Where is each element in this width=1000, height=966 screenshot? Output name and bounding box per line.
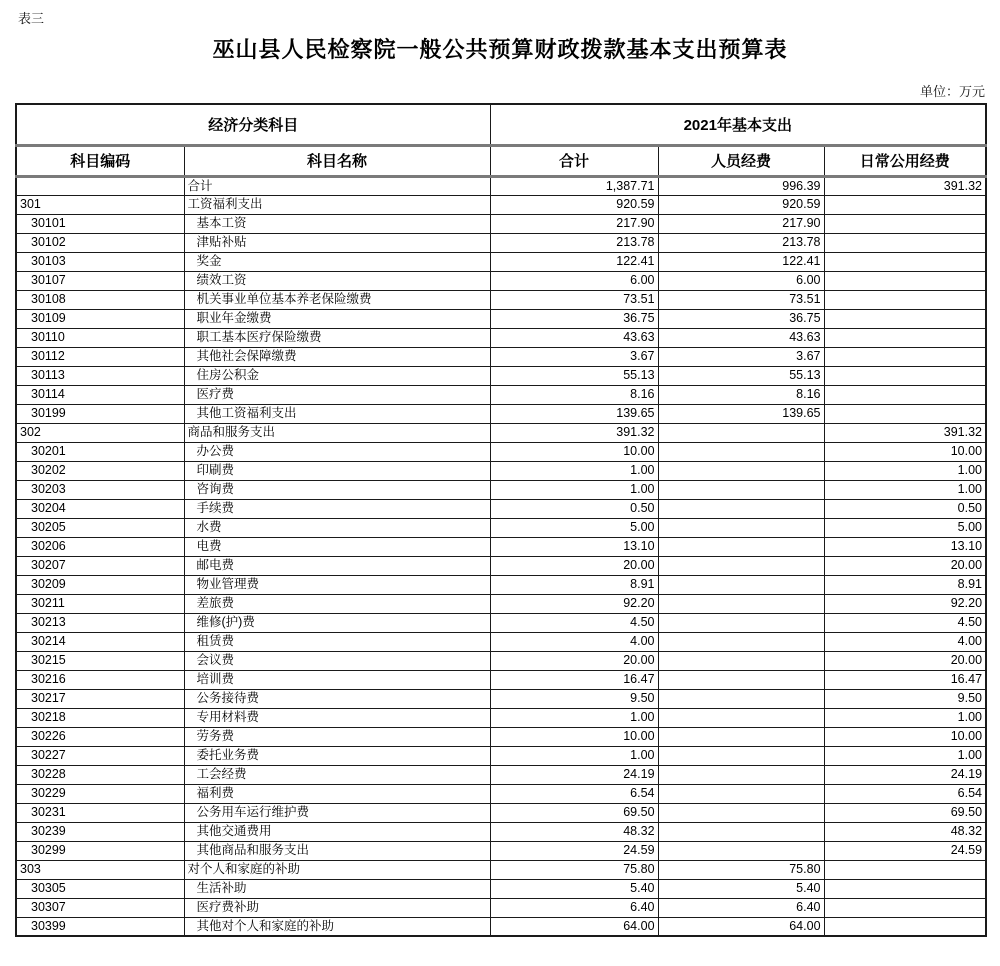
cell-daily-public-expense: [824, 917, 986, 936]
cell-subject-code: 30299: [16, 841, 184, 860]
table-row: [16, 442, 986, 461]
cell-total: 24.19: [490, 765, 658, 784]
table-row: [16, 765, 986, 784]
table-row: [16, 404, 986, 423]
table-body: [16, 176, 986, 936]
cell-daily-public-expense: 20.00: [824, 651, 986, 670]
cell-subject-code: 30226: [16, 727, 184, 746]
table-row: [16, 423, 986, 442]
cell-personnel-expense: 8.16: [658, 385, 824, 404]
cell-total: 1.00: [490, 480, 658, 499]
cell-subject-code: 30204: [16, 499, 184, 518]
cell-subject-code: 302: [16, 423, 184, 442]
cell-subject-name: 专用材料费: [184, 708, 490, 727]
cell-subject-code: 30206: [16, 537, 184, 556]
cell-subject-name: 商品和服务支出: [184, 423, 490, 442]
cell-total: 4.50: [490, 613, 658, 632]
cell-total: 6.40: [490, 898, 658, 917]
header-daily-public-expense: 日常公用经费: [824, 145, 986, 176]
cell-personnel-expense: [658, 784, 824, 803]
table-row: [16, 689, 986, 708]
cell-personnel-expense: [658, 822, 824, 841]
cell-subject-name: 公务用车运行维护费: [184, 803, 490, 822]
header-columns-row: [16, 145, 986, 176]
cell-subject-name: 福利费: [184, 784, 490, 803]
cell-personnel-expense: [658, 518, 824, 537]
table-row: [16, 366, 986, 385]
cell-daily-public-expense: 10.00: [824, 442, 986, 461]
cell-subject-name: 咨询费: [184, 480, 490, 499]
cell-total: 5.40: [490, 879, 658, 898]
table-row: [16, 271, 986, 290]
table-row: [16, 347, 986, 366]
header-total: 合计: [490, 145, 658, 176]
cell-daily-public-expense: [824, 404, 986, 423]
cell-subject-name: 对个人和家庭的补助: [184, 860, 490, 879]
cell-personnel-expense: [658, 461, 824, 480]
cell-daily-public-expense: 48.32: [824, 822, 986, 841]
cell-personnel-expense: [658, 689, 824, 708]
header-subject-name: 科目名称: [184, 145, 490, 176]
cell-subject-code: 30399: [16, 917, 184, 936]
cell-daily-public-expense: 1.00: [824, 746, 986, 765]
cell-subject-code: 30113: [16, 366, 184, 385]
cell-total: 69.50: [490, 803, 658, 822]
cell-personnel-expense: 920.59: [658, 195, 824, 214]
cell-subject-code: 30305: [16, 879, 184, 898]
cell-total: 6.54: [490, 784, 658, 803]
cell-subject-code: 30202: [16, 461, 184, 480]
table-row: [16, 632, 986, 651]
cell-total: 43.63: [490, 328, 658, 347]
cell-daily-public-expense: [824, 860, 986, 879]
cell-subject-code: 30112: [16, 347, 184, 366]
cell-subject-code: 30213: [16, 613, 184, 632]
cell-subject-name: 住房公积金: [184, 366, 490, 385]
table-row: [16, 518, 986, 537]
cell-personnel-expense: 122.41: [658, 252, 824, 271]
cell-personnel-expense: [658, 594, 824, 613]
table-row: [16, 252, 986, 271]
table-row: [16, 746, 986, 765]
table-row: [16, 841, 986, 860]
table-row: [16, 195, 986, 214]
cell-subject-name: 机关事业单位基本养老保险缴费: [184, 290, 490, 309]
cell-daily-public-expense: 1.00: [824, 480, 986, 499]
header-economic-classification: 经济分类科目: [16, 104, 490, 145]
cell-total: 8.16: [490, 385, 658, 404]
table-header: [16, 104, 986, 176]
cell-personnel-expense: [658, 442, 824, 461]
cell-daily-public-expense: 1.00: [824, 708, 986, 727]
cell-subject-code: 30108: [16, 290, 184, 309]
cell-total: 20.00: [490, 556, 658, 575]
cell-subject-name: 培训费: [184, 670, 490, 689]
table-row: [16, 499, 986, 518]
cell-personnel-expense: [658, 613, 824, 632]
cell-subject-code: 30209: [16, 575, 184, 594]
cell-subject-name: 其他对个人和家庭的补助: [184, 917, 490, 936]
cell-total: 10.00: [490, 442, 658, 461]
cell-total: 4.00: [490, 632, 658, 651]
cell-subject-name: 维修(护)费: [184, 613, 490, 632]
cell-personnel-expense: [658, 537, 824, 556]
cell-total: 10.00: [490, 727, 658, 746]
table-row: [16, 727, 986, 746]
cell-subject-name: 公务接待费: [184, 689, 490, 708]
cell-daily-public-expense: [824, 271, 986, 290]
header-2021-basic-expenditure: 2021年基本支出: [490, 104, 986, 145]
cell-subject-name: 其他社会保障缴费: [184, 347, 490, 366]
cell-daily-public-expense: 16.47: [824, 670, 986, 689]
cell-personnel-expense: 6.00: [658, 271, 824, 290]
cell-subject-name: 津贴补贴: [184, 233, 490, 252]
cell-total: 75.80: [490, 860, 658, 879]
cell-daily-public-expense: 0.50: [824, 499, 986, 518]
cell-subject-name: 印刷费: [184, 461, 490, 480]
cell-daily-public-expense: 6.54: [824, 784, 986, 803]
cell-subject-code: 30110: [16, 328, 184, 347]
cell-total: 92.20: [490, 594, 658, 613]
cell-subject-name: 劳务费: [184, 727, 490, 746]
cell-subject-name: 办公费: [184, 442, 490, 461]
cell-total: 13.10: [490, 537, 658, 556]
cell-total: 24.59: [490, 841, 658, 860]
cell-subject-code: 30207: [16, 556, 184, 575]
cell-total: 55.13: [490, 366, 658, 385]
cell-total: 6.00: [490, 271, 658, 290]
cell-subject-code: 30114: [16, 385, 184, 404]
cell-personnel-expense: 64.00: [658, 917, 824, 936]
cell-subject-code: 30107: [16, 271, 184, 290]
cell-daily-public-expense: [824, 195, 986, 214]
cell-personnel-expense: [658, 651, 824, 670]
table-row: [16, 176, 986, 195]
table-row: [16, 309, 986, 328]
cell-personnel-expense: [658, 727, 824, 746]
table-row: [16, 575, 986, 594]
cell-personnel-expense: 43.63: [658, 328, 824, 347]
cell-subject-code: 30229: [16, 784, 184, 803]
table-row: [16, 537, 986, 556]
cell-subject-name: 租赁费: [184, 632, 490, 651]
cell-personnel-expense: 3.67: [658, 347, 824, 366]
table-row: [16, 670, 986, 689]
cell-daily-public-expense: [824, 347, 986, 366]
cell-subject-code: 30205: [16, 518, 184, 537]
cell-subject-name: 委托业务费: [184, 746, 490, 765]
cell-subject-name: 职工基本医疗保险缴费: [184, 328, 490, 347]
cell-subject-code: 30215: [16, 651, 184, 670]
cell-subject-name: 合计: [184, 176, 490, 195]
cell-subject-name: 工资福利支出: [184, 195, 490, 214]
cell-subject-code: 30231: [16, 803, 184, 822]
cell-total: 139.65: [490, 404, 658, 423]
cell-subject-code: 30103: [16, 252, 184, 271]
budget-table: [15, 103, 987, 937]
cell-daily-public-expense: 4.50: [824, 613, 986, 632]
cell-daily-public-expense: 5.00: [824, 518, 986, 537]
cell-total: 122.41: [490, 252, 658, 271]
cell-daily-public-expense: [824, 290, 986, 309]
cell-subject-code: 30201: [16, 442, 184, 461]
cell-subject-name: 差旅费: [184, 594, 490, 613]
cell-total: 3.67: [490, 347, 658, 366]
table-row: [16, 860, 986, 879]
header-subject-code: 科目编码: [16, 145, 184, 176]
cell-daily-public-expense: [824, 309, 986, 328]
cell-total: 391.32: [490, 423, 658, 442]
cell-personnel-expense: [658, 575, 824, 594]
cell-subject-name: 物业管理费: [184, 575, 490, 594]
cell-daily-public-expense: [824, 328, 986, 347]
cell-total: 9.50: [490, 689, 658, 708]
cell-subject-name: 手续费: [184, 499, 490, 518]
cell-subject-name: 水费: [184, 518, 490, 537]
cell-personnel-expense: 217.90: [658, 214, 824, 233]
cell-subject-code: 30307: [16, 898, 184, 917]
cell-personnel-expense: 213.78: [658, 233, 824, 252]
cell-subject-code: 30199: [16, 404, 184, 423]
cell-total: 920.59: [490, 195, 658, 214]
cell-daily-public-expense: 391.32: [824, 176, 986, 195]
table-row: [16, 708, 986, 727]
cell-subject-code: 301: [16, 195, 184, 214]
cell-subject-name: 医疗费: [184, 385, 490, 404]
cell-daily-public-expense: 24.59: [824, 841, 986, 860]
cell-personnel-expense: [658, 765, 824, 784]
cell-subject-name: 职业年金缴费: [184, 309, 490, 328]
table-row: [16, 898, 986, 917]
cell-daily-public-expense: 92.20: [824, 594, 986, 613]
sheet-label: 表三: [18, 11, 45, 26]
table-row: [16, 917, 986, 936]
cell-personnel-expense: 36.75: [658, 309, 824, 328]
cell-subject-name: 工会经费: [184, 765, 490, 784]
cell-total: 64.00: [490, 917, 658, 936]
header-group-row: [16, 104, 986, 145]
cell-total: 1.00: [490, 746, 658, 765]
cell-subject-name: 其他交通费用: [184, 822, 490, 841]
cell-personnel-expense: [658, 841, 824, 860]
cell-daily-public-expense: [824, 252, 986, 271]
cell-personnel-expense: [658, 670, 824, 689]
cell-personnel-expense: 139.65: [658, 404, 824, 423]
cell-personnel-expense: 55.13: [658, 366, 824, 385]
table-row: [16, 803, 986, 822]
cell-subject-name: 医疗费补助: [184, 898, 490, 917]
cell-personnel-expense: 75.80: [658, 860, 824, 879]
cell-subject-name: 电费: [184, 537, 490, 556]
cell-total: 8.91: [490, 575, 658, 594]
table-row: [16, 328, 986, 347]
cell-daily-public-expense: [824, 233, 986, 252]
cell-daily-public-expense: 13.10: [824, 537, 986, 556]
cell-personnel-expense: [658, 632, 824, 651]
cell-personnel-expense: 73.51: [658, 290, 824, 309]
cell-total: 1.00: [490, 461, 658, 480]
cell-subject-code: 30109: [16, 309, 184, 328]
cell-total: 213.78: [490, 233, 658, 252]
table-row: [16, 613, 986, 632]
cell-total: 36.75: [490, 309, 658, 328]
cell-subject-code: [16, 176, 184, 195]
cell-daily-public-expense: 69.50: [824, 803, 986, 822]
cell-subject-code: 30227: [16, 746, 184, 765]
table-row: [16, 461, 986, 480]
cell-daily-public-expense: 8.91: [824, 575, 986, 594]
cell-total: 217.90: [490, 214, 658, 233]
table-row: [16, 214, 986, 233]
cell-daily-public-expense: [824, 385, 986, 404]
cell-personnel-expense: [658, 556, 824, 575]
cell-total: 1.00: [490, 708, 658, 727]
cell-daily-public-expense: 4.00: [824, 632, 986, 651]
cell-total: 5.00: [490, 518, 658, 537]
cell-personnel-expense: [658, 423, 824, 442]
table-row: [16, 879, 986, 898]
table-row: [16, 480, 986, 499]
cell-daily-public-expense: 9.50: [824, 689, 986, 708]
cell-daily-public-expense: 1.00: [824, 461, 986, 480]
cell-subject-code: 30102: [16, 233, 184, 252]
cell-daily-public-expense: 24.19: [824, 765, 986, 784]
table-row: [16, 290, 986, 309]
cell-daily-public-expense: 10.00: [824, 727, 986, 746]
cell-daily-public-expense: 391.32: [824, 423, 986, 442]
cell-total: 0.50: [490, 499, 658, 518]
cell-total: 20.00: [490, 651, 658, 670]
cell-daily-public-expense: [824, 366, 986, 385]
page-title: 巫山县人民检察院一般公共预算财政拨款基本支出预算表: [212, 37, 788, 62]
cell-total: 73.51: [490, 290, 658, 309]
cell-daily-public-expense: [824, 879, 986, 898]
cell-subject-code: 30211: [16, 594, 184, 613]
table-row: [16, 594, 986, 613]
cell-subject-name: 基本工资: [184, 214, 490, 233]
cell-personnel-expense: [658, 746, 824, 765]
table-row: [16, 822, 986, 841]
cell-personnel-expense: 6.40: [658, 898, 824, 917]
cell-subject-name: 会议费: [184, 651, 490, 670]
cell-daily-public-expense: [824, 898, 986, 917]
table-row: [16, 784, 986, 803]
cell-subject-code: 303: [16, 860, 184, 879]
cell-personnel-expense: [658, 803, 824, 822]
cell-daily-public-expense: [824, 214, 986, 233]
cell-subject-name: 生活补助: [184, 879, 490, 898]
cell-subject-name: 其他工资福利支出: [184, 404, 490, 423]
cell-total: 1,387.71: [490, 176, 658, 195]
table-row: [16, 233, 986, 252]
cell-total: 16.47: [490, 670, 658, 689]
cell-subject-name: 邮电费: [184, 556, 490, 575]
cell-subject-name: 奖金: [184, 252, 490, 271]
cell-personnel-expense: [658, 708, 824, 727]
table-row: [16, 556, 986, 575]
cell-personnel-expense: [658, 499, 824, 518]
cell-subject-code: 30218: [16, 708, 184, 727]
cell-subject-code: 30214: [16, 632, 184, 651]
cell-subject-code: 30216: [16, 670, 184, 689]
cell-personnel-expense: [658, 480, 824, 499]
table-row: [16, 651, 986, 670]
cell-subject-code: 30228: [16, 765, 184, 784]
unit-note: 单位：万元: [919, 84, 985, 99]
cell-subject-name: 其他商品和服务支出: [184, 841, 490, 860]
cell-daily-public-expense: 20.00: [824, 556, 986, 575]
cell-subject-name: 绩效工资: [184, 271, 490, 290]
cell-personnel-expense: 996.39: [658, 176, 824, 195]
table-row: [16, 385, 986, 404]
cell-subject-code: 30203: [16, 480, 184, 499]
header-personnel-expense: 人员经费: [658, 145, 824, 176]
cell-subject-code: 30217: [16, 689, 184, 708]
cell-subject-code: 30239: [16, 822, 184, 841]
cell-total: 48.32: [490, 822, 658, 841]
cell-personnel-expense: 5.40: [658, 879, 824, 898]
cell-subject-code: 30101: [16, 214, 184, 233]
